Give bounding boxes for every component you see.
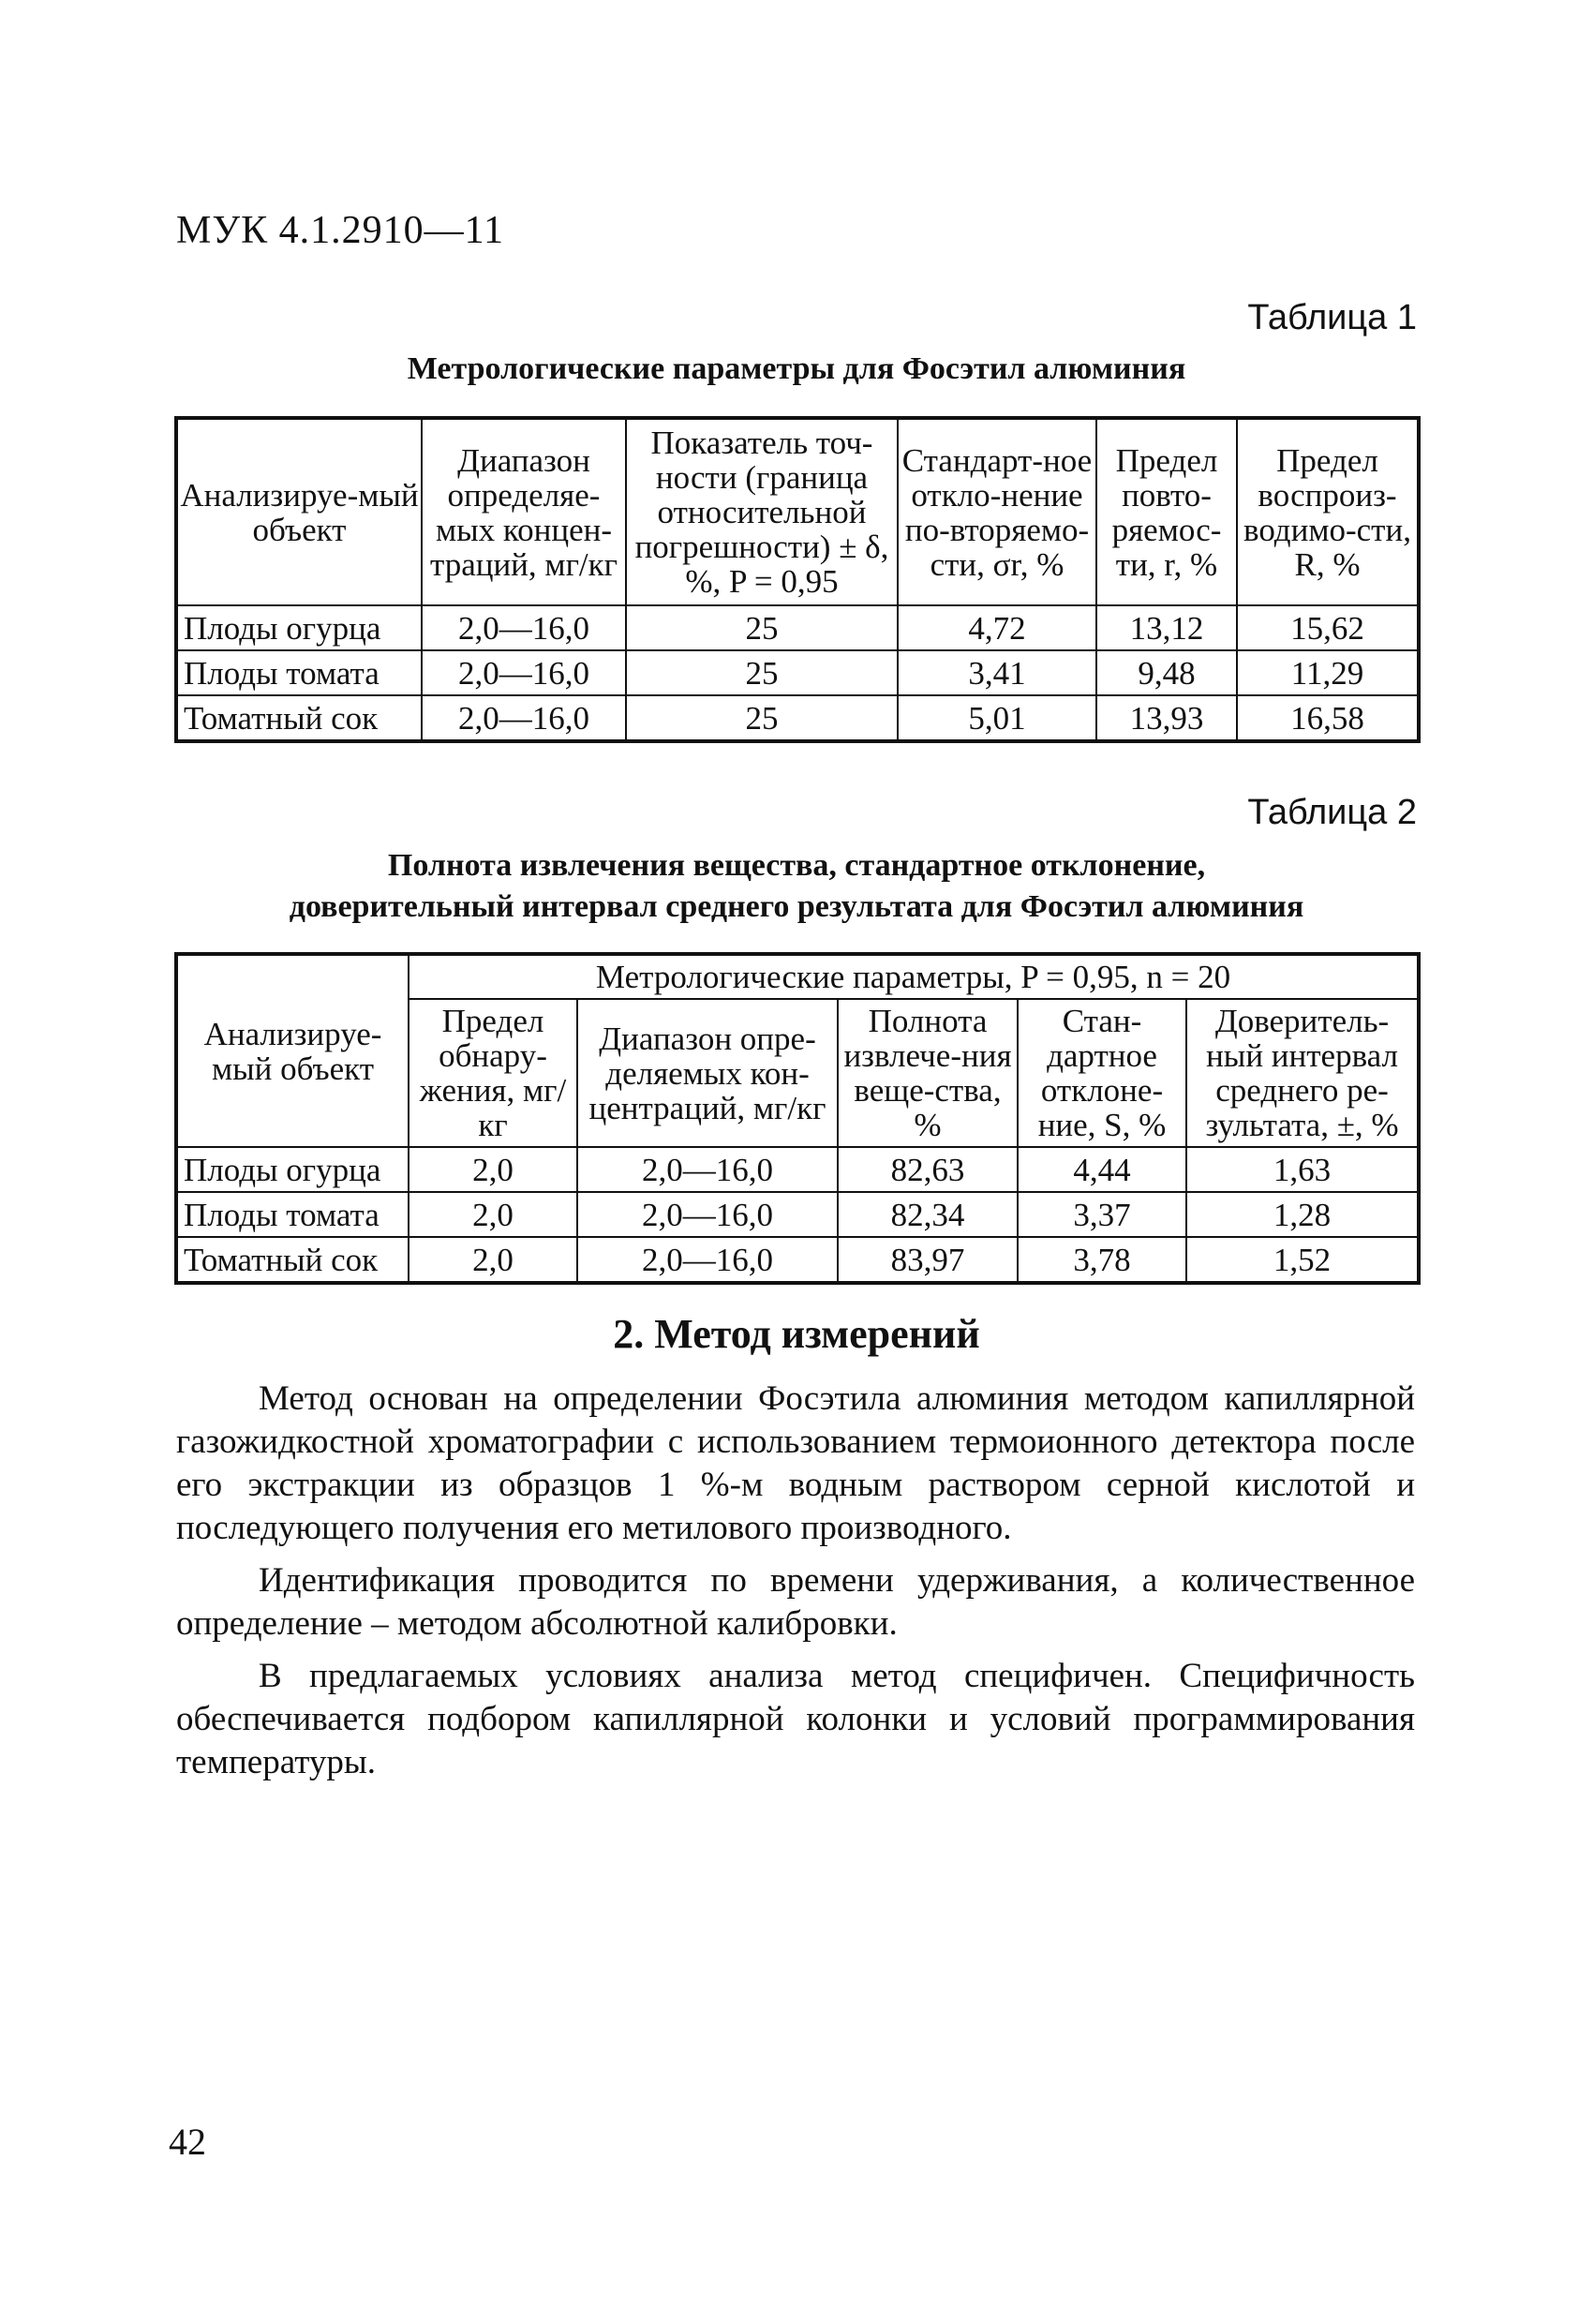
- table-cell: 83,97: [838, 1237, 1018, 1283]
- table2-header-cell: Диапазон опре-деляемых кон-центраций, мг/кг: [577, 999, 838, 1147]
- paragraph: В предлагаемых условиях анализа метод специфичен. Специфичность обеспечивается подбором капиллярной колонки и условий программирования температуры.: [176, 1657, 1415, 1781]
- table1-title: Метрологические параметры для Фосэтил алюминия: [407, 351, 1186, 386]
- table2-title-line2: доверительный интервал среднего результата для Фосэтил алюминия: [289, 889, 1304, 924]
- table-cell: 2,0—16,0: [577, 1237, 838, 1283]
- table2-header-cell: Предел обнару-жения, мг/кг: [409, 999, 577, 1147]
- table-cell: Плоды огурца: [176, 605, 422, 650]
- table-cell: 2,0: [409, 1192, 577, 1237]
- table-cell: Плоды томата: [176, 1192, 409, 1237]
- table-cell: 2,0—16,0: [577, 1192, 838, 1237]
- table-row: [176, 1192, 1419, 1237]
- table-cell: Плоды огурца: [176, 1147, 409, 1192]
- page-number: 42: [169, 2121, 206, 2163]
- table-cell: 25: [626, 650, 898, 695]
- table-cell: 2,0: [409, 1147, 577, 1192]
- table-cell: 3,41: [898, 650, 1096, 695]
- table-cell: 13,93: [1096, 695, 1237, 741]
- table2: [174, 952, 1421, 1285]
- table1-header-cell: Стандарт-ное откло-нение по-вторяемо-сти, σr, %: [898, 418, 1096, 605]
- table-cell: 2,0—16,0: [577, 1147, 838, 1192]
- table-cell: Томатный сок: [176, 695, 422, 741]
- document-code: МУК 4.1.2910—11: [176, 209, 505, 252]
- table2-group-header-row: [176, 954, 1419, 999]
- table-cell: 15,62: [1237, 605, 1419, 650]
- table2-header-cell: Стан-дартное отклоне-ние, S, %: [1018, 999, 1186, 1147]
- table2-group-header: Метрологические параметры, P = 0,95, n = 20: [409, 954, 1419, 999]
- table-cell: 3,78: [1018, 1237, 1186, 1283]
- table-row: [176, 1147, 1419, 1192]
- table1-header-row: [176, 418, 1419, 605]
- table2-header-cell: Анализируе-мый объект: [176, 954, 409, 1147]
- table-cell: 1,28: [1186, 1192, 1419, 1237]
- table1-header-cell: Диапазон определяе-мых концен-траций, мг/кг: [422, 418, 626, 605]
- paragraph: Метод основан на определении Фосэтила алюминия методом капиллярной газожидкостной хроматографии с использованием термоионного детектора после его экстракции из образцов 1 %-м водным раствором серной кислотой и последующего получения его метилового производного.: [176, 1379, 1415, 1547]
- table2-title-line1: Полнота извлечения вещества, стандартное отклонение,: [387, 848, 1206, 883]
- table-cell: 4,44: [1018, 1147, 1186, 1192]
- table-cell: 1,52: [1186, 1237, 1419, 1283]
- table-cell: 2,0: [409, 1237, 577, 1283]
- table-cell: 13,12: [1096, 605, 1237, 650]
- table-cell: 9,48: [1096, 650, 1237, 695]
- table-row: [176, 695, 1419, 741]
- table-cell: Плоды томата: [176, 650, 422, 695]
- table-cell: 11,29: [1237, 650, 1419, 695]
- table1-header-cell: Предел повто-ряемос-ти, r, %: [1096, 418, 1237, 605]
- table-cell: 82,34: [838, 1192, 1018, 1237]
- section-title: 2. Метод измерений: [613, 1311, 980, 1357]
- table1-label: Таблица 1: [1247, 298, 1417, 337]
- table-row: [176, 605, 1419, 650]
- table-cell: 16,58: [1237, 695, 1419, 741]
- section-body: [176, 1378, 1415, 1794]
- table1: [174, 416, 1421, 743]
- table-cell: 2,0—16,0: [422, 605, 626, 650]
- table2-header-cell: Доверитель-ный интервал среднего ре-зультата, ±, %: [1186, 999, 1419, 1147]
- table-cell: 2,0—16,0: [422, 695, 626, 741]
- table-cell: 25: [626, 605, 898, 650]
- table-cell: 82,63: [838, 1147, 1018, 1192]
- table-cell: 3,37: [1018, 1192, 1186, 1237]
- table-row: [176, 1237, 1419, 1283]
- table-cell: 1,63: [1186, 1147, 1419, 1192]
- table-cell: 25: [626, 695, 898, 741]
- table1-header-cell: Анализируе-мый объект: [176, 418, 422, 605]
- paragraph: Идентификация проводится по времени удерживания, а количественное определение – методом абсолютной калибровки.: [176, 1561, 1415, 1643]
- table2-header-cell: Полнота извлече-ния веще-ства, %: [838, 999, 1018, 1147]
- table-cell: 2,0—16,0: [422, 650, 626, 695]
- table-cell: 5,01: [898, 695, 1096, 741]
- table2-label: Таблица 2: [1247, 793, 1417, 832]
- table1-header-cell: Показатель точ-ности (граница относительной погрешности) ± δ, %, P = 0,95: [626, 418, 898, 605]
- table-cell: 4,72: [898, 605, 1096, 650]
- table-cell: Томатный сок: [176, 1237, 409, 1283]
- table1-header-cell: Предел воспроиз-водимо-сти, R, %: [1237, 418, 1419, 605]
- table-row: [176, 650, 1419, 695]
